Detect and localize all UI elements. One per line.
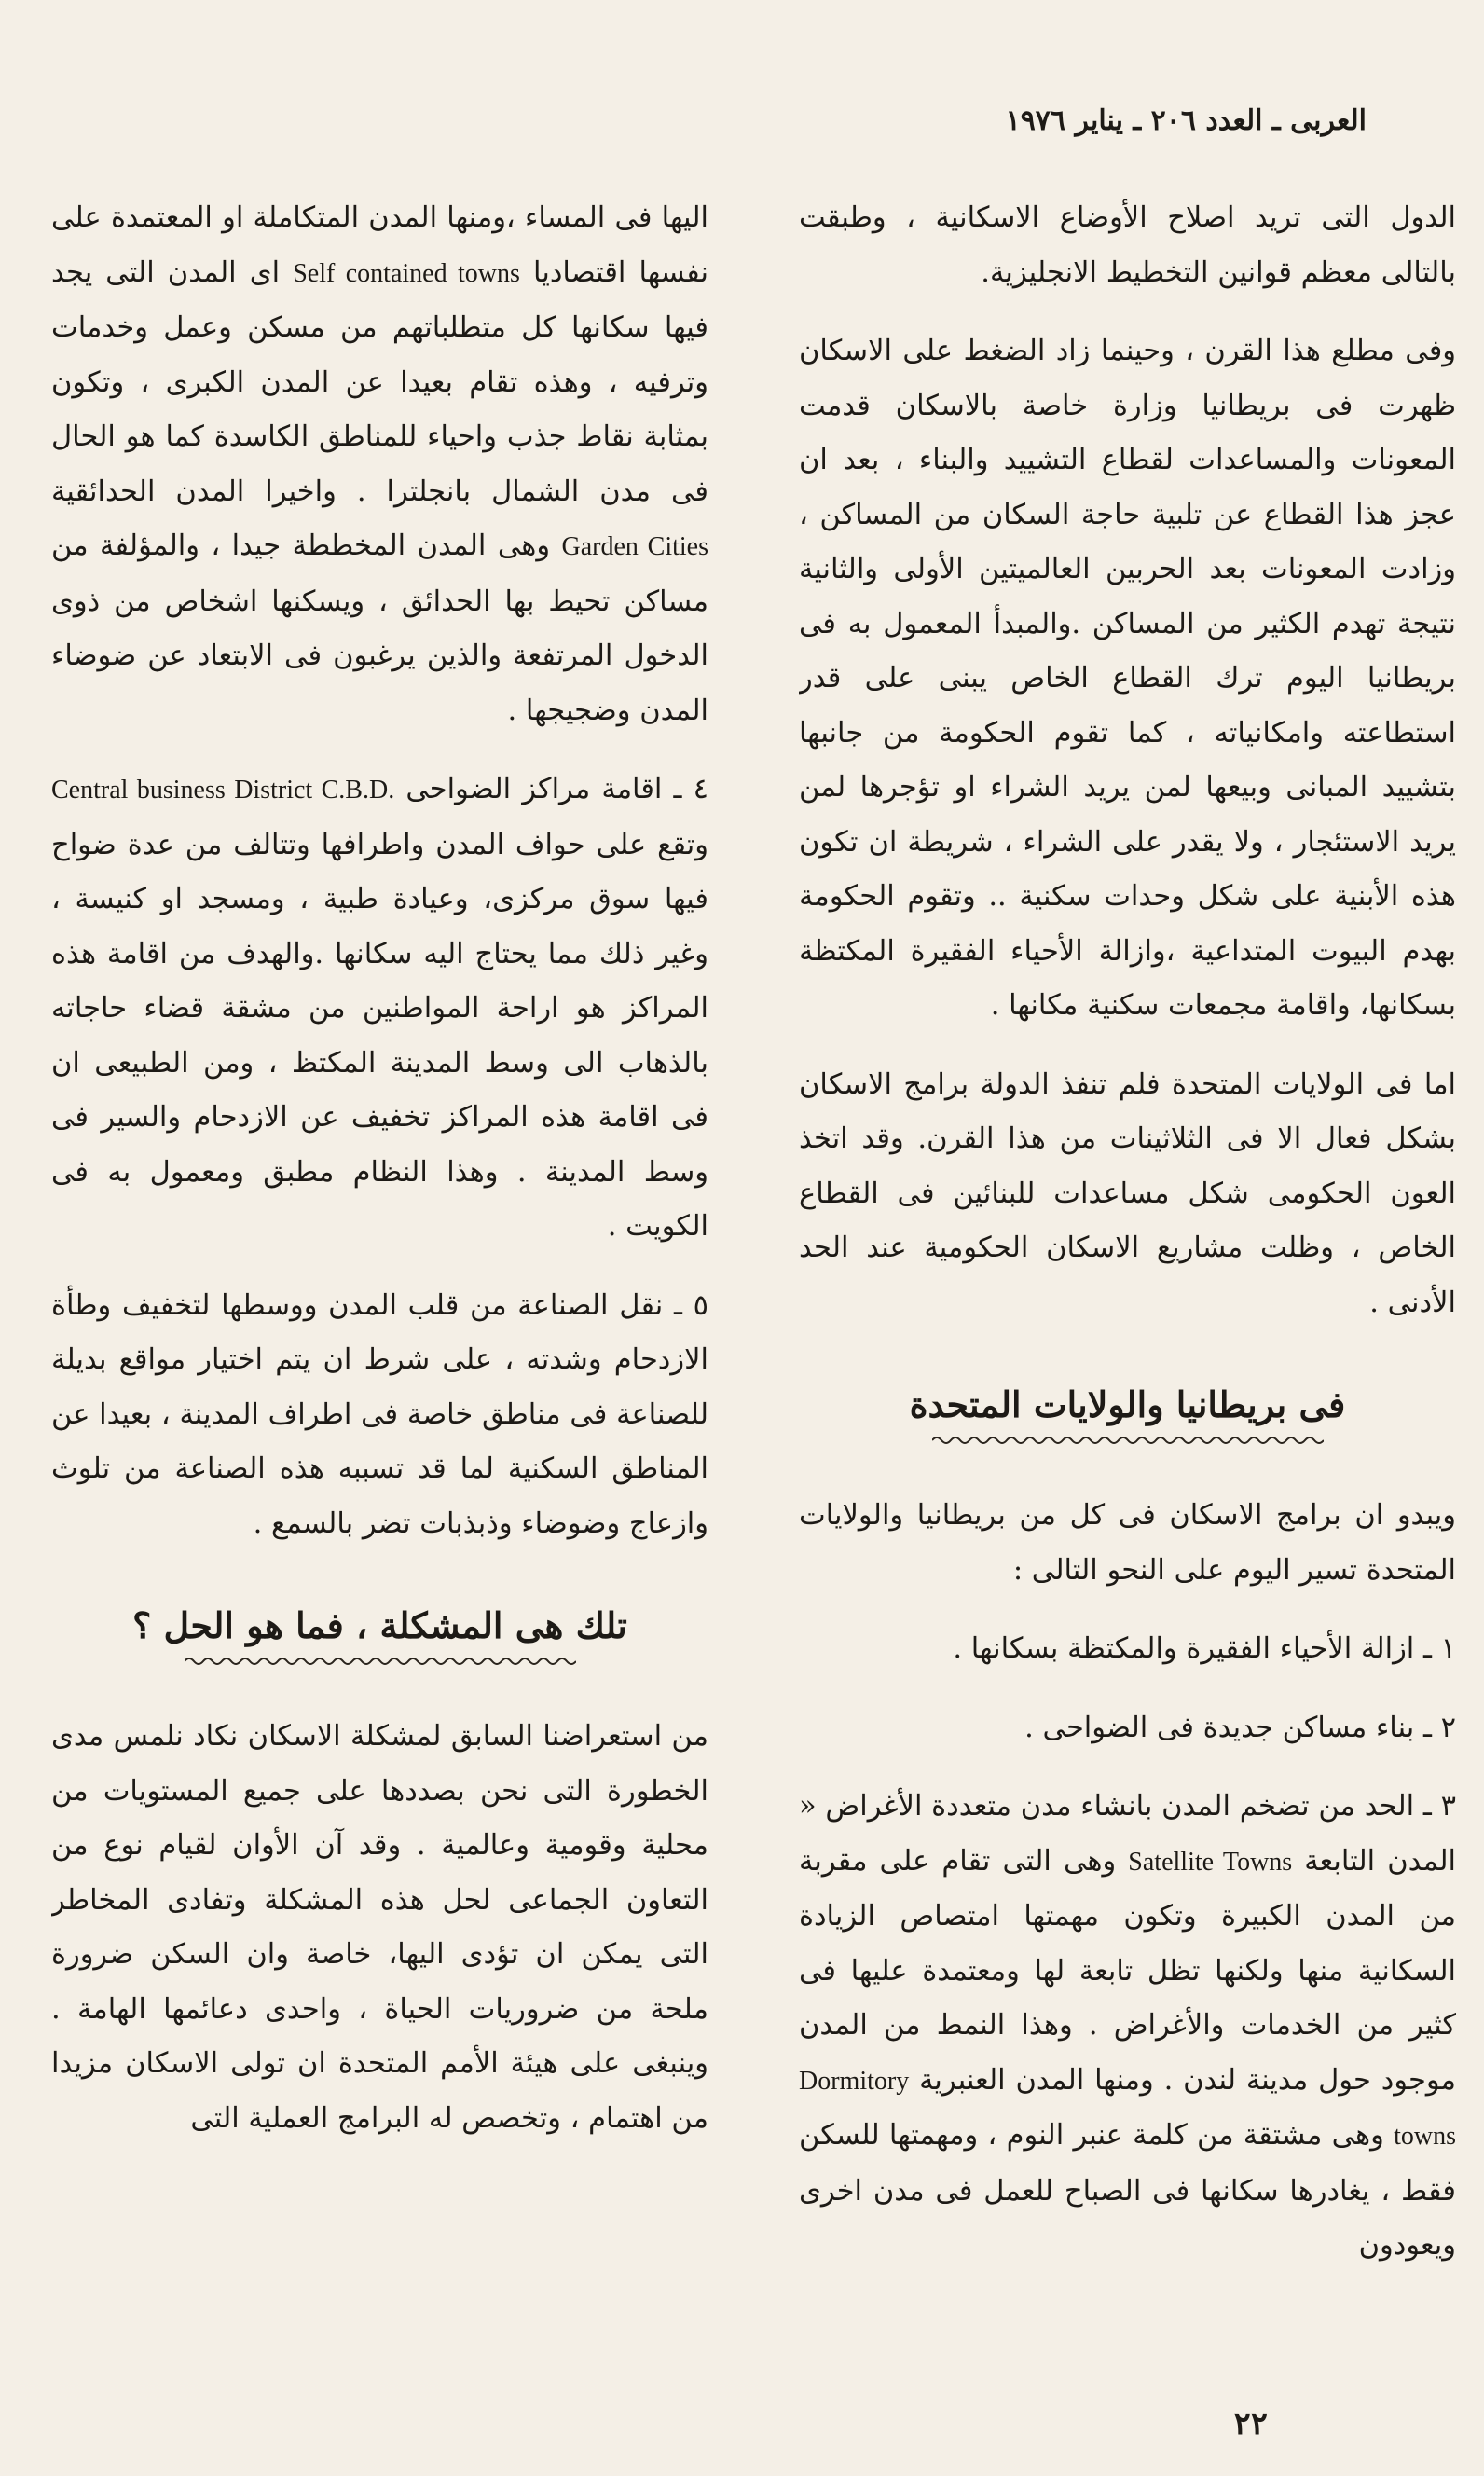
wavy-underline <box>932 1433 1324 1448</box>
paragraph-text: اليها فى المساء ،ومنها المدن المتكاملة او المعتمدة على نفسها اقتصاديا <box>51 201 708 289</box>
list-item-text: وهى مشتقة من كلمة عنبر النوم ، ومهمتها للسكن فقط ، يغادرها سكانها فى الصباح للعمل فى مدن اخرى ويعودون <box>799 2119 1456 2262</box>
english-term: Central business District C.B.D. <box>51 776 395 805</box>
paragraph: اما فى الولايات المتحدة فلم تنفذ الدولة برامج الاسكان بشكل فعال الا فى الثلاثينات من هذا القرن. وقد اتخذ العون الحكومى شكل مساعدات للبنائين فى القطاع الخاص ، وظلت مشاريع الاسكان الحكومية عند الحد الأدنى . <box>799 1067 1456 1319</box>
english-term: Self contained towns <box>293 258 520 288</box>
running-head: العربى ـ العدد ٢٠٦ ـ يناير ١٩٧٦ <box>1005 104 1367 137</box>
list-item <box>799 1780 1456 2274</box>
list-item <box>51 763 708 1255</box>
list-item-text: ٣ ـ الحد من تضخم المدن بانشاء مدن متعددة الأغراض « المدن التابعة <box>799 1790 1456 1878</box>
list-item-text: وهى التى تقام على مقربة من المدن الكبيرة وتكون مهمتها امتصاص الزيادة السكانية منها ولكنها تظل تابعة لها ومعتمدة عليها فى كثير من الخدمات والأغراض . وهذا النمط من المدن موجود حول مدينة لندن . ومنها المدن العنبرية <box>799 1844 1456 2097</box>
section-heading-text: تلك هى المشكلة ، فما هو الحل ؟ <box>132 1604 627 1646</box>
section-heading-text: فى بريطانيا والولايات المتحدة <box>909 1383 1346 1425</box>
paragraph-text: وهى المدن المخططة جيدا ، والمؤلفة من مساكن تحيط بها الحدائق ، ويسكنها اشخاص من ذوى الدخول المرتفعة والذين يرغبون فى الابتعاد عن ضوضاء المدن وضجيجها . <box>51 530 708 727</box>
paragraph-text: اى المدن التى يجد فيها سكانها كل متطلباتهم من مسكن وعمل وخدمات وترفيه ، وهذه تقام بعيدا عن المدن الكبرى ، وتكون بمثابة نقاط جذب واحياء للمناطق الكاسدة كما هو الحال فى مدن الشمال بانجلترا . واخيرا المدن الحدائقية <box>51 255 708 508</box>
list-item-text: ٤ ـ اقامة مراكز الضواحى <box>405 773 708 805</box>
page-number: ٢٢ <box>1233 2405 1268 2442</box>
section-heading-solution <box>51 1600 708 1669</box>
list-item-text: وتقع على حواف المدن واطرافها وتتالف من عدة ضواح فيها سوق مركزى، وعيادة طبية ، ومسجد او كنيسة ، وغير ذلك مما يحتاج اليه سكانها .والهدف من اقامة هذه المراكز هو اراحة المواطنين من مشقة قضاء حاجاته بالذهاب الى وسط المدينة المكتظ ، ومن الطبيعى ان فى اقامة هذه المراكز تخفيف عن الازدحام والسير فى وسط المدينة . وهذا النظام مطبق ومعمول به فى الكويت . <box>51 828 708 1243</box>
english-term: Dormitory towns <box>799 2066 1456 2151</box>
section-heading-britain-usa <box>799 1379 1456 1448</box>
list-item: ٥ ـ نقل الصناعة من قلب المدن ووسطها لتخفيف وطأة الازدحام وشدته ، على شرط ان يتم اختيار مواقع بديلة للصناعة فى مناطق خاصة فى اطراف المدينة ، بعيدا عن المناطق السكنية لما قد تسببه هذه الصناعة من تلوث وازعاج وضوضاء وذبذبات تضر بالسمع . <box>51 1288 708 1540</box>
paragraph: ويبدو ان برامج الاسكان فى كل من بريطانيا والولايات المتحدة تسير اليوم على النحو التالى : <box>799 1499 1456 1587</box>
right-column <box>799 191 1456 2382</box>
paragraph: الدول التى تريد اصلاح الأوضاع الاسكانية ، وطبقت بالتالى معظم قوانين التخطيط الانجليزية. <box>799 201 1456 289</box>
wavy-underline <box>185 1654 576 1669</box>
paragraph: من استعراضنا السابق لمشكلة الاسكان نكاد نلمس مدى الخطورة التى نحن بصددها على جميع المستويات من محلية وقومية وعالمية . وقد آن الأوان لقيام نوع من التعاون الجماعى لحل هذه المشكلة وتفادى المخاطر التى يمكن ان تؤدى اليها، خاصة وان السكن ضرورة ملحة من ضروريات الحياة ، واحدى دعائمها الهامة . وينبغى على هيئة الأمم المتحدة ان تولى الاسكان مزيدا من اهتمام ، وتخصص له البرامج العملية التى <box>51 1720 708 2135</box>
english-term: Satellite Towns <box>1128 1847 1293 1877</box>
list-item: ١ ـ ازالة الأحياء الفقيرة والمكتظة بسكانها . <box>953 1632 1456 1665</box>
left-column <box>51 191 708 2382</box>
list-item: ٢ ـ بناء مساكن جديدة فى الضواحى . <box>1024 1711 1456 1744</box>
paragraph <box>51 191 708 738</box>
english-term: Garden Cities <box>561 532 708 561</box>
paragraph: وفى مطلع هذا القرن ، وحينما زاد الضغط على الاسكان ظهرت فى بريطانيا وزارة خاصة بالاسكان قدمت المعونات والمساعدات لقطاع التشييد والبناء ، بعد ان عجز هذا القطاع عن تلبية حاجة السكان من المساكن ، وزادت المعونات بعد الحربين العالميتين الأولى والثانية نتيجة تهدم الكثير من المساكن .والمبدأ المعمول به فى بريطانيا اليوم ترك القطاع الخاص يبنى على قدر استطاعته وامكانياته ، كما تقوم الحكومة من جانبها بتشييد المبانى وبيعها لمن يريد الشراء او تؤجرها لمن يريد الاستئجار ، ولا يقدر على الشراء ، شريطة ان تكون هذه الأبنية على شكل وحدات سكنية .. وتقوم الحكومة بهدم البيوت المتداعية ،وازالة الأحياء الفقيرة المكتظة بسكانها، واقامة مجمعات سكنية مكانها . <box>799 335 1456 1022</box>
